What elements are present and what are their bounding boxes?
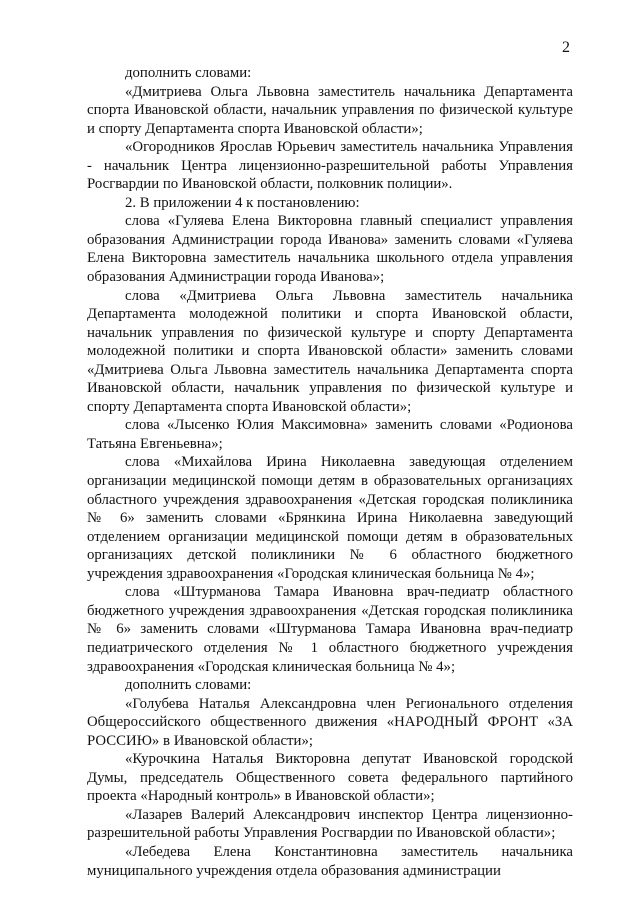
paragraph-amend-heading-1: дополнить словами: bbox=[125, 65, 252, 81]
paragraph-amend-heading-2: дополнить словами: bbox=[125, 677, 252, 694]
paragraph-dmitrieva-replacement: слова «Дмитриева Ольга Львовна заместитель начальника Департамента молодежной политики и спорта Ивановской области, начальник управления по физической культуре и спорту Департамента молодежной политики и спорта Ивановской области» заменить словами «Дмитриева Ольга Львовна заместитель начальника Департамента спорта Ивановской области, начальник управления по физической культуре и спорту Департамента спорта Ивановской области»; bbox=[87, 287, 573, 415]
paragraph-dmitrieva-added: «Дмитриева Ольга Львовна заместитель начальника Департамента спорта Ивановской области, начальник управления по физической культуре и спорту Департамента спорта Ивановской области»; bbox=[87, 83, 573, 137]
paragraph-gulyaeva-replacement: слова «Гуляева Елена Викторовна главный специалист управления образования Администрации города Иванова» заменить словами «Гуляева Елена Викторовна заместитель начальника школьного отдела управления образования Администрации города Иванова»; bbox=[87, 213, 573, 286]
paragraph-ogorodnikov-added: «Огородников Ярослав Юрьевич заместитель начальника Управления - начальник Центра лицензионно-разрешительной работы Управления Росгвардии по Ивановской области, полковник полиции». bbox=[87, 139, 573, 193]
paragraph-lebedeva-added: «Лебедева Елена Константиновна заместитель начальника муниципального учреждения отдела образования администрации bbox=[87, 843, 573, 879]
paragraph-shturmanova-replacement: слова «Штурманова Тамара Ивановна врач-педиатр областного бюджетного учреждения здравоохранения «Детская городская поликлиника № 6» заменить словами «Штурманова Тамара Ивановна врач-педиатр педиатрического отделения № 1 областного бюджетного учреждения здравоохранения «Городская клиническая больница № 4»; bbox=[87, 584, 573, 675]
paragraph-lysenko-replacement: слова «Лысенко Юлия Максимовна» заменить словами «Родионова Татьяна Евгеньевна»; bbox=[87, 417, 573, 452]
paragraph-section-2-heading: 2. В приложении 4 к постановлению: bbox=[125, 194, 360, 211]
paragraph-golubeva-added: «Голубева Наталья Александровна член Регионального отделения Общероссийского общественного движения «НАРОДНЫЙ ФРОНТ «ЗА РОССИЮ» в Ивановской области»; bbox=[87, 695, 573, 749]
paragraph-lazarev-added: «Лазарев Валерий Александрович инспектор Центра лицензионно-разрешительной работы Управления Росгвардии по Ивановской области»; bbox=[87, 806, 573, 842]
paragraph-kurochkina-added: «Курочкина Наталья Викторовна депутат Ивановской городской Думы, председатель Общественного совета федерального партийного проекта «Народный контроль» в Ивановской области»; bbox=[87, 751, 573, 805]
document-body bbox=[87, 64, 573, 880]
page-number: 2 bbox=[562, 39, 570, 56]
paragraph-mikhaylova-replacement: слова «Михайлова Ирина Николаевна заведующая отделением организации медицинской помощи детям в образовательных организациях областного учреждения здравоохранения «Детская городская поликлиника № 6» заменить словами «Брянкина Ирина Николаевна заведующий отделением организации медицинской помощи детям в образовательных организациях детской поликлиники № 6 областного бюджетного учреждения здравоохранения «Городская клиническая больница № 4»; bbox=[87, 454, 573, 582]
